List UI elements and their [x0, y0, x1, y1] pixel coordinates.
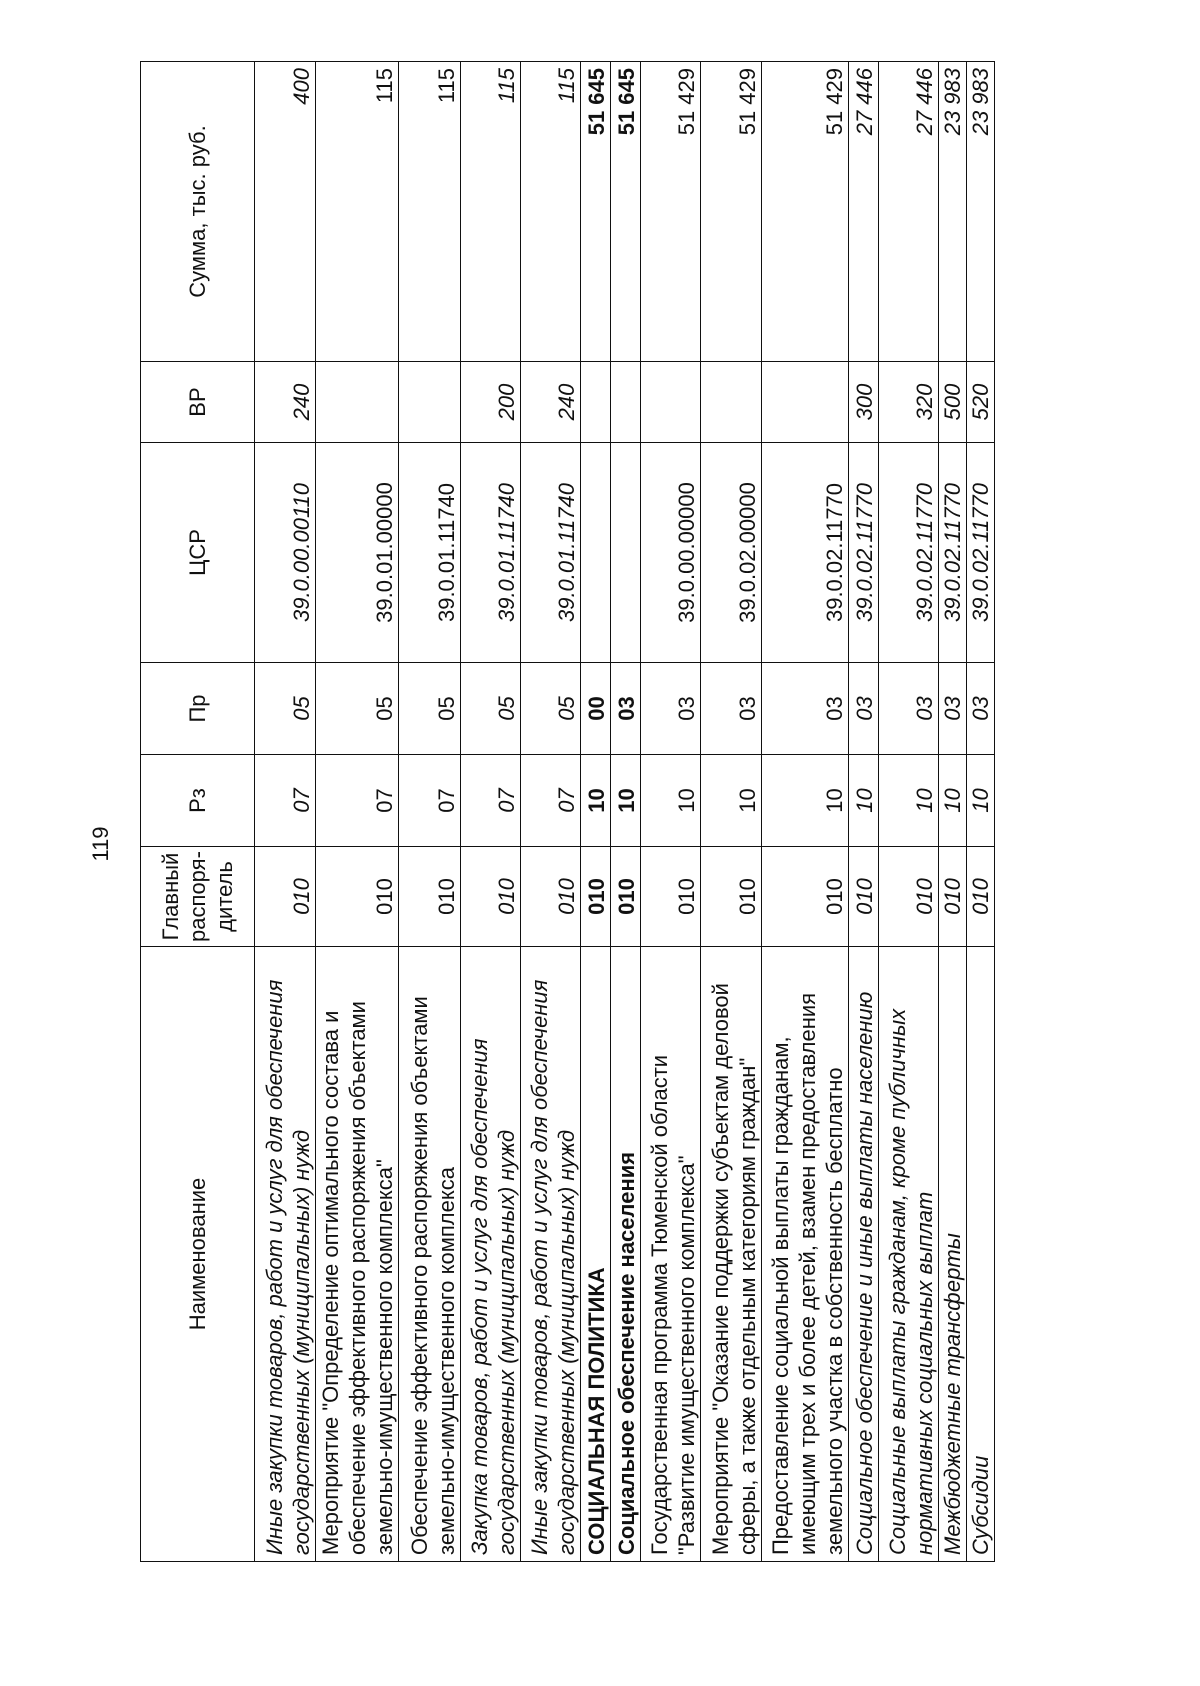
row-pr: 03 — [611, 663, 641, 755]
row-sum: 51 429 — [762, 62, 849, 362]
table-row — [581, 62, 611, 1562]
header-chief-manager: Главный распоря-дитель — [141, 847, 255, 947]
table-row — [762, 62, 849, 1562]
row-name: Иные закупки товаров, работ и услуг для обеспечения государственных (муниципальных) нужд — [255, 947, 316, 1562]
table-row — [701, 62, 762, 1562]
row-pr: 03 — [967, 663, 995, 755]
row-pr: 03 — [939, 663, 967, 755]
row-gr: 010 — [581, 847, 611, 947]
row-name: Государственная программа Тюменской области "Развитие имущественного комплекса" — [641, 947, 701, 1562]
row-rz: 10 — [641, 755, 701, 847]
table-row — [521, 62, 581, 1562]
row-pr: 05 — [399, 663, 461, 755]
header-sum: Сумма, тыс. руб. — [141, 62, 255, 362]
row-gr: 010 — [762, 847, 849, 947]
table-row — [255, 62, 316, 1562]
row-name: Иные закупки товаров, работ и услуг для обеспечения государственных (муниципальных) нужд — [521, 947, 581, 1562]
table-row — [967, 62, 995, 1562]
row-gr: 010 — [967, 847, 995, 947]
row-csr: 39.0.02.11770 — [762, 443, 849, 663]
table-header-row — [141, 62, 255, 1562]
row-sum: 27 446 — [849, 62, 879, 362]
row-gr: 010 — [399, 847, 461, 947]
header-section: Рз — [141, 755, 255, 847]
row-name: Закупка товаров, работ и услуг для обеспечения государственных (муниципальных) нужд — [461, 947, 521, 1562]
table-row — [611, 62, 641, 1562]
row-gr: 010 — [641, 847, 701, 947]
table-row — [879, 62, 939, 1562]
row-sum: 400 — [255, 62, 316, 362]
row-rz: 07 — [521, 755, 581, 847]
row-gr: 010 — [879, 847, 939, 947]
row-vr — [701, 362, 762, 443]
row-vr: 500 — [939, 362, 967, 443]
row-gr: 010 — [939, 847, 967, 947]
row-name: Субсидии — [967, 947, 995, 1562]
row-csr — [611, 443, 641, 663]
table-row — [939, 62, 967, 1562]
row-vr — [581, 362, 611, 443]
row-rz: 10 — [849, 755, 879, 847]
row-vr — [641, 362, 701, 443]
budget-table — [140, 61, 995, 1562]
row-vr — [611, 362, 641, 443]
header-subsection: Пр — [141, 663, 255, 755]
row-pr: 05 — [255, 663, 316, 755]
row-csr: 39.0.02.11770 — [939, 443, 967, 663]
row-pr: 05 — [461, 663, 521, 755]
row-rz: 10 — [701, 755, 762, 847]
row-rz: 10 — [879, 755, 939, 847]
row-name: Обеспечение эффективного распоряжения объектами земельно-имущественного комплекса — [399, 947, 461, 1562]
header-name: Наименование — [141, 947, 255, 1562]
row-csr: 39.0.02.11770 — [849, 443, 879, 663]
row-csr: 39.0.02.11770 — [967, 443, 995, 663]
row-gr: 010 — [461, 847, 521, 947]
row-name: Социальное обеспечение и иные выплаты населению — [849, 947, 879, 1562]
row-vr: 240 — [521, 362, 581, 443]
row-rz: 07 — [316, 755, 399, 847]
table-row — [399, 62, 461, 1562]
row-sum: 51 429 — [641, 62, 701, 362]
row-pr: 03 — [879, 663, 939, 755]
row-sum: 23 983 — [967, 62, 995, 362]
row-rz: 07 — [399, 755, 461, 847]
row-sum: 51 429 — [701, 62, 762, 362]
header-expense-type: ВР — [141, 362, 255, 443]
row-name: Социальное обеспечение населения — [611, 947, 641, 1562]
row-csr: 39.0.01.00000 — [316, 443, 399, 663]
row-gr: 010 — [701, 847, 762, 947]
row-gr: 010 — [316, 847, 399, 947]
row-vr — [399, 362, 461, 443]
row-pr: 03 — [849, 663, 879, 755]
row-sum: 115 — [316, 62, 399, 362]
row-sum: 115 — [461, 62, 521, 362]
row-vr — [316, 362, 399, 443]
row-sum: 27 446 — [879, 62, 939, 362]
table-row — [849, 62, 879, 1562]
row-rz: 10 — [762, 755, 849, 847]
row-vr: 240 — [255, 362, 316, 443]
row-rz: 10 — [581, 755, 611, 847]
row-csr: 39.0.01.11740 — [461, 443, 521, 663]
row-sum: 115 — [399, 62, 461, 362]
row-vr: 200 — [461, 362, 521, 443]
table-row — [641, 62, 701, 1562]
row-name: Межбюджетные трансферты — [939, 947, 967, 1562]
row-pr: 03 — [762, 663, 849, 755]
row-name: Предоставление социальной выплаты гражданам, имеющим трех и более детей, взамен предоставления земельного участка в собственность бесплатно — [762, 947, 849, 1562]
row-rz: 07 — [255, 755, 316, 847]
row-gr: 010 — [611, 847, 641, 947]
table-row — [461, 62, 521, 1562]
row-csr: 39.0.02.00000 — [701, 443, 762, 663]
row-csr: 39.0.00.00000 — [641, 443, 701, 663]
row-pr: 03 — [701, 663, 762, 755]
row-name: Социальные выплаты гражданам, кроме публичных нормативных социальных выплат — [879, 947, 939, 1562]
row-sum: 51 645 — [581, 62, 611, 362]
row-gr: 010 — [521, 847, 581, 947]
row-vr: 320 — [879, 362, 939, 443]
budget-table-rotated — [140, 62, 1010, 1562]
row-gr: 010 — [255, 847, 316, 947]
row-name: СОЦИАЛЬНАЯ ПОЛИТИКА — [581, 947, 611, 1562]
row-csr: 39.0.01.11740 — [399, 443, 461, 663]
row-csr: 39.0.01.11740 — [521, 443, 581, 663]
row-vr: 520 — [967, 362, 995, 443]
page-number: 119 — [88, 826, 113, 862]
row-gr: 010 — [849, 847, 879, 947]
table-row — [316, 62, 399, 1562]
row-vr: 300 — [849, 362, 879, 443]
row-rz: 10 — [611, 755, 641, 847]
row-csr — [581, 443, 611, 663]
row-csr: 39.0.02.11770 — [879, 443, 939, 663]
header-target-article: ЦСР — [141, 443, 255, 663]
row-name: Мероприятие "Определение оптимального состава и обеспечение эффективного распоряжения объектами земельно-имущественного комплекса" — [316, 947, 399, 1562]
row-vr — [762, 362, 849, 443]
row-sum: 115 — [521, 62, 581, 362]
row-pr: 00 — [581, 663, 611, 755]
row-rz: 10 — [939, 755, 967, 847]
row-rz: 10 — [967, 755, 995, 847]
row-csr: 39.0.00.00110 — [255, 443, 316, 663]
row-sum: 51 645 — [611, 62, 641, 362]
row-sum: 23 983 — [939, 62, 967, 362]
row-pr: 05 — [521, 663, 581, 755]
row-pr: 03 — [641, 663, 701, 755]
row-rz: 07 — [461, 755, 521, 847]
row-pr: 05 — [316, 663, 399, 755]
row-name: Мероприятие "Оказание поддержки субъектам деловой сферы, а также отдельным категориям граждан" — [701, 947, 762, 1562]
